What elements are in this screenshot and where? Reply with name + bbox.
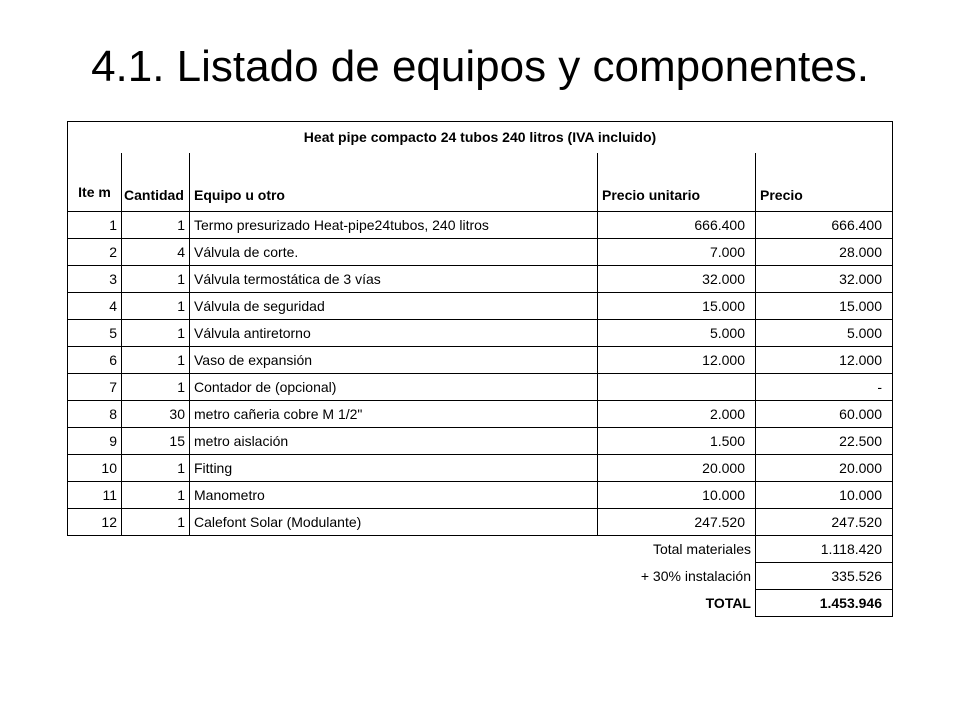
table-row <box>68 293 893 320</box>
summary-label: TOTAL <box>68 590 756 617</box>
cell-description: Termo presurizado Heat-pipe24tubos, 240 litros <box>190 212 598 239</box>
cell-quantity: 30 <box>122 401 190 428</box>
cell-price: 32.000 <box>756 266 893 293</box>
cell-unit-price: 15.000 <box>598 293 756 320</box>
summary-row <box>68 536 893 563</box>
summary-value: 1.118.420 <box>756 536 893 563</box>
cell-quantity: 1 <box>122 455 190 482</box>
cell-quantity: 4 <box>122 239 190 266</box>
header-description: Equipo u otro <box>190 153 598 212</box>
table-row <box>68 374 893 401</box>
cell-description: Calefont Solar (Modulante) <box>190 509 598 536</box>
cell-price: 5.000 <box>756 320 893 347</box>
cell-item: 10 <box>68 455 122 482</box>
cell-quantity: 1 <box>122 266 190 293</box>
cell-item: 1 <box>68 212 122 239</box>
cell-unit-price: 247.520 <box>598 509 756 536</box>
cell-item: 7 <box>68 374 122 401</box>
cell-description: Válvula de corte. <box>190 239 598 266</box>
cell-description: Válvula de seguridad <box>190 293 598 320</box>
cell-quantity: 1 <box>122 347 190 374</box>
table-row <box>68 212 893 239</box>
table-row <box>68 239 893 266</box>
cell-price: 15.000 <box>756 293 893 320</box>
cell-item: 4 <box>68 293 122 320</box>
equipment-table <box>67 121 893 617</box>
cell-unit-price: 666.400 <box>598 212 756 239</box>
cell-price: 28.000 <box>756 239 893 266</box>
table-row <box>68 320 893 347</box>
slide-title: 4.1. Listado de equipos y componentes. <box>91 42 869 91</box>
header-unit-price: Precio unitario <box>598 153 756 212</box>
cell-quantity: 1 <box>122 212 190 239</box>
summary-value: 335.526 <box>756 563 893 590</box>
cell-price: 60.000 <box>756 401 893 428</box>
cell-item: 12 <box>68 509 122 536</box>
cell-item: 3 <box>68 266 122 293</box>
cell-price: 247.520 <box>756 509 893 536</box>
cell-description: metro aislación <box>190 428 598 455</box>
cell-unit-price: 2.000 <box>598 401 756 428</box>
cell-item: 8 <box>68 401 122 428</box>
cell-unit-price: 10.000 <box>598 482 756 509</box>
cell-unit-price: 32.000 <box>598 266 756 293</box>
cell-price: 22.500 <box>756 428 893 455</box>
table-row <box>68 266 893 293</box>
cell-quantity: 1 <box>122 374 190 401</box>
table-row <box>68 455 893 482</box>
table-row <box>68 428 893 455</box>
summary-row <box>68 563 893 590</box>
cell-price: 12.000 <box>756 347 893 374</box>
table-row <box>68 347 893 374</box>
cell-item: 2 <box>68 239 122 266</box>
table-row <box>68 509 893 536</box>
cell-price: - <box>756 374 893 401</box>
header-quantity: Cantidad <box>122 153 190 212</box>
cell-quantity: 15 <box>122 428 190 455</box>
header-item: Ite m <box>68 153 122 212</box>
table-row <box>68 401 893 428</box>
cell-unit-price: 1.500 <box>598 428 756 455</box>
table-caption-row <box>68 122 893 153</box>
cell-item: 11 <box>68 482 122 509</box>
summary-value: 1.453.946 <box>756 590 893 617</box>
cell-description: Válvula antiretorno <box>190 320 598 347</box>
cell-item: 6 <box>68 347 122 374</box>
cell-item: 5 <box>68 320 122 347</box>
cell-unit-price <box>598 374 756 401</box>
summary-row <box>68 590 893 617</box>
cell-description: Contador de (opcional) <box>190 374 598 401</box>
cell-quantity: 1 <box>122 320 190 347</box>
summary-label: Total materiales <box>68 536 756 563</box>
cell-description: metro cañeria cobre M 1/2" <box>190 401 598 428</box>
header-price: Precio <box>756 153 893 212</box>
cell-price: 10.000 <box>756 482 893 509</box>
cell-quantity: 1 <box>122 293 190 320</box>
cell-unit-price: 5.000 <box>598 320 756 347</box>
cell-unit-price: 20.000 <box>598 455 756 482</box>
table-caption: Heat pipe compacto 24 tubos 240 litros (IVA incluido) <box>68 122 893 153</box>
cell-description: Válvula termostática de 3 vías <box>190 266 598 293</box>
cell-price: 666.400 <box>756 212 893 239</box>
cell-quantity: 1 <box>122 482 190 509</box>
cell-description: Fitting <box>190 455 598 482</box>
cell-unit-price: 7.000 <box>598 239 756 266</box>
table-header-row <box>68 153 893 212</box>
cell-quantity: 1 <box>122 509 190 536</box>
cell-unit-price: 12.000 <box>598 347 756 374</box>
cell-description: Manometro <box>190 482 598 509</box>
table-row <box>68 482 893 509</box>
cell-description: Vaso de expansión <box>190 347 598 374</box>
cell-price: 20.000 <box>756 455 893 482</box>
summary-label: + 30% instalación <box>68 563 756 590</box>
cell-item: 9 <box>68 428 122 455</box>
